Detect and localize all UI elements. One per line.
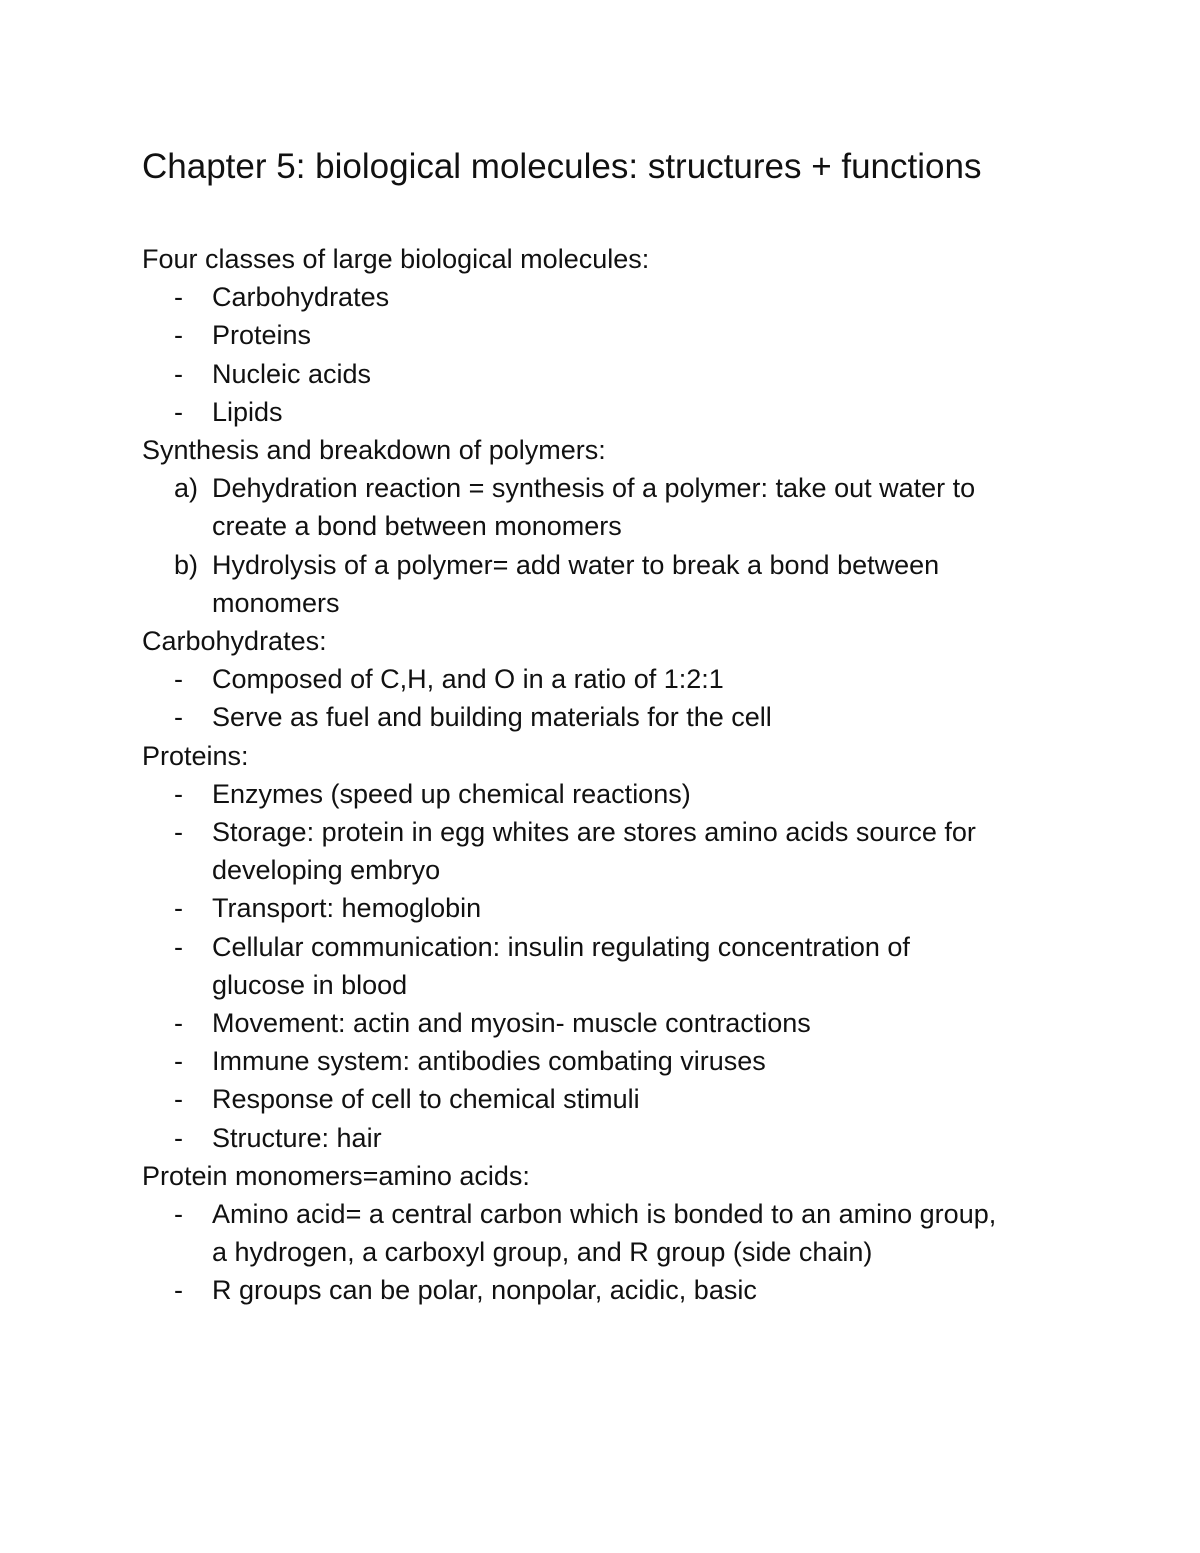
- list-item-text: Serve as fuel and building materials for the cell: [212, 702, 772, 733]
- list-marker: -: [174, 1275, 183, 1306]
- list-marker: -: [174, 1122, 183, 1153]
- list-item-text: Storage: protein in egg whites are stores amino acids source for: [212, 817, 976, 848]
- list-marker: -: [174, 396, 183, 427]
- list-item-text: R groups can be polar, nonpolar, acidic, basic: [212, 1275, 757, 1306]
- list-item: [142, 1042, 1072, 1080]
- list-item: [142, 1271, 1072, 1309]
- list-item: [142, 1195, 1072, 1233]
- list-item-text: Enzymes (speed up chemical reactions): [212, 778, 691, 809]
- list-item: [142, 393, 1072, 431]
- list-item-continuation: [142, 1233, 1072, 1271]
- list-marker: -: [174, 1084, 183, 1115]
- list-marker: -: [174, 817, 183, 848]
- section-heading-synthesis: Synthesis and breakdown of polymers:: [142, 435, 606, 466]
- section-heading-protein-monomers: Protein monomers=amino acids:: [142, 1160, 530, 1191]
- list-marker: -: [174, 893, 183, 924]
- list-item: [142, 813, 1072, 851]
- page-title: Chapter 5: biological molecules: structures + functions: [142, 147, 982, 186]
- list-marker: -: [174, 358, 183, 389]
- list-item-text: Dehydration reaction = synthesis of a polymer: take out water to: [212, 473, 976, 504]
- list-item-text: Immune system: antibodies combating viruses: [212, 1046, 766, 1077]
- document-body: [142, 240, 1072, 1310]
- list-item-text: Response of cell to chemical stimuli: [212, 1084, 640, 1115]
- list-marker: b): [174, 549, 199, 580]
- list-marker: -: [174, 702, 183, 733]
- list-item-text: Proteins: [212, 320, 312, 351]
- list-marker: a): [174, 473, 199, 504]
- list-item-text: a hydrogen, a carboxyl group, and R group (side chain): [212, 1237, 873, 1268]
- list-item-text: Composed of C,H, and O in a ratio of 1:2:1: [212, 664, 724, 695]
- list-item: [142, 889, 1072, 927]
- list-item: [142, 355, 1072, 393]
- list-item: [142, 316, 1072, 354]
- list-item-continuation: [142, 851, 1072, 889]
- list-marker: -: [174, 931, 183, 962]
- list-item: [142, 1080, 1072, 1118]
- list-item-text: Transport: hemoglobin: [212, 893, 482, 924]
- list-item-continuation: [142, 966, 1072, 1004]
- list-marker: -: [174, 664, 183, 695]
- section-heading-four-classes: Four classes of large biological molecules:: [142, 244, 650, 274]
- list-item: [142, 928, 1072, 966]
- list-marker: -: [174, 1008, 183, 1039]
- list-item-text: developing embryo: [212, 855, 441, 886]
- list-item-continuation: [142, 584, 1072, 622]
- list-item-text: create a bond between monomers: [212, 511, 622, 542]
- list-marker: -: [174, 282, 183, 313]
- list-item: [142, 775, 1072, 813]
- list-marker: -: [174, 1046, 183, 1077]
- list-item-text: Nucleic acids: [212, 358, 372, 389]
- list-item: [142, 698, 1072, 736]
- list-item: [142, 469, 1072, 507]
- list-item: [142, 546, 1072, 584]
- list-item-text: Lipids: [212, 396, 283, 427]
- list-marker: -: [174, 1199, 183, 1230]
- section-heading-carbohydrates: Carbohydrates:: [142, 626, 327, 657]
- list-item-text: glucose in blood: [212, 969, 408, 1000]
- list-marker: -: [174, 320, 183, 351]
- list-item-text: Structure: hair: [212, 1122, 382, 1153]
- list-item-text: Amino acid= a central carbon which is bonded to an amino group,: [212, 1199, 997, 1230]
- list-item-text: Carbohydrates: [212, 282, 390, 313]
- list-item-text: Cellular communication: insulin regulating concentration of: [212, 931, 910, 962]
- list-item-text: Movement: actin and myosin- muscle contractions: [212, 1008, 811, 1039]
- list-item-text: monomers: [212, 587, 340, 618]
- section-heading-proteins: Proteins:: [142, 740, 249, 771]
- list-item: [142, 660, 1072, 698]
- list-marker: -: [174, 778, 183, 809]
- list-item: [142, 278, 1072, 316]
- list-item: [142, 1119, 1072, 1157]
- list-item-text: Hydrolysis of a polymer= add water to break a bond between: [212, 549, 940, 580]
- list-item-continuation: [142, 507, 1072, 545]
- list-item: [142, 1004, 1072, 1042]
